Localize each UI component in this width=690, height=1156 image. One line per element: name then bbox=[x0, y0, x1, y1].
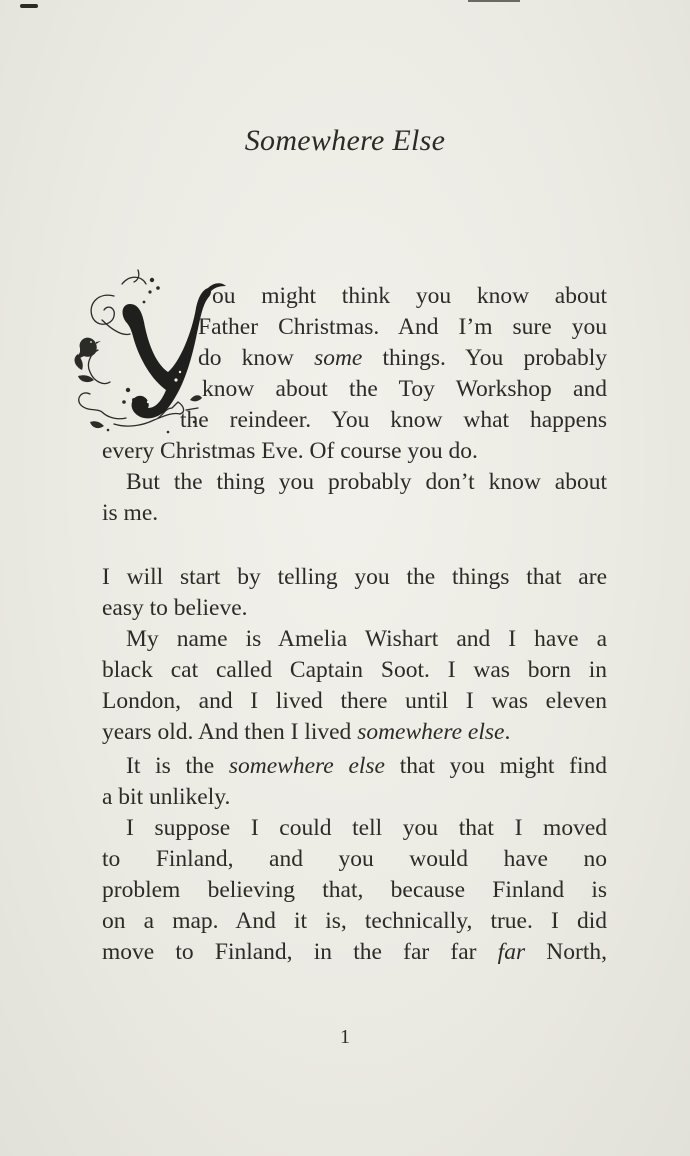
paragraph-line: black cat called Captain Soot. I was born in bbox=[102, 657, 607, 683]
paragraph-3 bbox=[102, 562, 607, 624]
text-run: that you might find bbox=[384, 753, 608, 779]
page-number: 1 bbox=[340, 1026, 350, 1048]
paragraph-line: ou might think you know about bbox=[212, 283, 607, 309]
paragraph-line: London, and I lived there until I was eleven bbox=[102, 688, 607, 714]
paragraph-line bbox=[102, 343, 607, 374]
chapter-title: Somewhere Else bbox=[244, 124, 446, 157]
paragraph-line: on a map. And it is, technically, true. I did bbox=[102, 908, 607, 934]
paragraph-6 bbox=[102, 813, 607, 968]
paragraph-4 bbox=[102, 624, 607, 748]
text-run: things. You probably bbox=[362, 345, 607, 371]
page-top-mark bbox=[468, 0, 520, 2]
paragraph-5 bbox=[102, 751, 607, 813]
paragraph-line: I will start by telling you the things that are bbox=[102, 564, 607, 590]
text-run: do know bbox=[198, 345, 315, 371]
paragraph-line: Father Christmas. And I’m sure you bbox=[198, 314, 607, 340]
paragraph-line: easy to believe. bbox=[102, 595, 248, 621]
paragraph-line bbox=[102, 717, 607, 748]
text-run: years old. And then I lived bbox=[102, 719, 358, 745]
emphasis: somewhere else bbox=[357, 719, 505, 745]
paragraph-1 bbox=[102, 281, 607, 467]
paragraph-line: every Christmas Eve. Of course you do. bbox=[102, 438, 478, 464]
text-run: North, bbox=[525, 939, 608, 965]
paragraph-2 bbox=[102, 467, 607, 529]
paragraph-line: know about the Toy Workshop and bbox=[202, 376, 607, 402]
paragraph-line: to Finland, and you would have no bbox=[102, 846, 607, 872]
emphasis: some bbox=[314, 345, 363, 371]
page-edge-mark bbox=[20, 4, 38, 8]
text-run: . bbox=[504, 719, 511, 745]
paragraph-line: is me. bbox=[102, 500, 159, 526]
paragraph-line: problem believing that, because Finland is bbox=[102, 877, 607, 903]
emphasis: far bbox=[497, 939, 526, 965]
text-run: It is the bbox=[126, 753, 229, 779]
paragraph-line bbox=[102, 937, 607, 968]
paragraph-line: But the thing you probably don’t know about bbox=[126, 469, 607, 495]
paragraph-line: the reindeer. You know what happens bbox=[180, 407, 607, 433]
paragraph-line: I suppose I could tell you that I moved bbox=[126, 815, 607, 841]
paragraph-line: My name is Amelia Wishart and I have a bbox=[126, 626, 607, 652]
paragraph-line bbox=[102, 751, 607, 782]
emphasis: somewhere else bbox=[228, 753, 385, 779]
text-run: move to Finland, in the far far bbox=[102, 939, 498, 965]
paragraph-line: a bit unlikely. bbox=[102, 784, 231, 810]
